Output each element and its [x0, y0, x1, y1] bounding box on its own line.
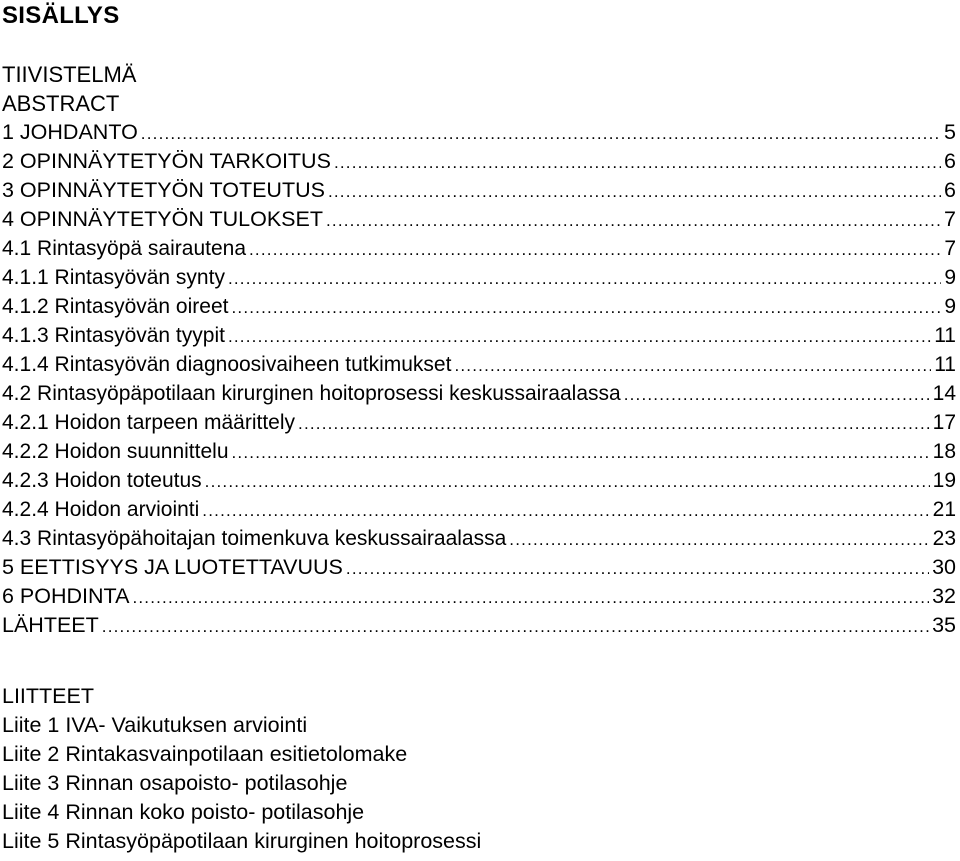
- front-matter-item-abstract-fi: TIIVISTELMÄ: [2, 62, 137, 87]
- toc-entry: [2, 205, 956, 234]
- toc-dot-leader: [346, 554, 929, 583]
- toc-entry-title: 4.3 Rintasyöpähoitajan toimenkuva keskussairaalassa: [2, 527, 507, 550]
- toc-page-number: 19: [932, 469, 956, 492]
- toc-dot-leader: [454, 351, 931, 380]
- toc-dot-leader: [298, 409, 930, 438]
- toc-dot-leader: [102, 612, 929, 641]
- toc-entry: [2, 437, 956, 466]
- toc-entry-title: 4.2.1 Hoidon tarpeen määrittely: [2, 411, 296, 434]
- toc-entry: [2, 495, 956, 524]
- toc-dot-leader: [249, 235, 941, 264]
- toc-entry: [2, 466, 956, 495]
- front-matter-item-abstract-en: ABSTRACT: [2, 91, 120, 116]
- toc-entry: [2, 292, 956, 321]
- front-matter-list: [2, 60, 136, 118]
- toc-page-number: 18: [932, 440, 956, 463]
- toc-page-number: 32: [932, 584, 956, 608]
- toc-entry: [2, 553, 956, 582]
- toc-entry: [2, 176, 956, 205]
- toc-page-number: 14: [932, 382, 956, 405]
- toc-entry-title: 2 OPINNÄYTETYÖN TARKOITUS: [2, 149, 331, 173]
- toc-entry: [2, 379, 956, 408]
- toc-entry: [2, 582, 956, 611]
- toc-entry: [2, 408, 956, 437]
- toc-dot-leader: [202, 496, 929, 525]
- toc-dot-leader: [334, 148, 941, 177]
- toc-page-number: 6: [944, 178, 956, 202]
- toc-entry: [2, 234, 956, 263]
- page-title: SISÄLLYS: [2, 2, 120, 29]
- toc-dot-leader: [509, 525, 929, 554]
- toc-page-number: 5: [944, 120, 956, 144]
- toc-entry-title: 4.2 Rintasyöpäpotilaan kirurginen hoitoprosessi keskussairaalassa: [2, 382, 621, 405]
- toc-page-number: 21: [932, 498, 956, 521]
- appendix-item: Liite 1 IVA- Vaikutuksen arviointi: [2, 713, 308, 737]
- toc-page-number: 23: [932, 527, 956, 550]
- toc-entry: [2, 147, 956, 176]
- appendix-list: [2, 682, 481, 856]
- toc-dot-leader: [326, 206, 941, 235]
- toc-entry-title: 4.1.1 Rintasyövän synty: [2, 266, 225, 289]
- toc-dot-leader: [228, 322, 931, 351]
- toc-entry-title: 6 POHDINTA: [2, 584, 130, 608]
- toc-dot-leader: [205, 467, 930, 496]
- toc-entry: [2, 321, 956, 350]
- toc-page-number: 30: [932, 555, 956, 579]
- table-of-contents: [2, 118, 956, 640]
- toc-page-number: 35: [932, 613, 956, 637]
- toc-entry-title: 4.2.4 Hoidon arviointi: [2, 498, 200, 521]
- appendix-item: Liite 5 Rintasyöpäpotilaan kirurginen hoitoprosessi: [2, 829, 482, 853]
- toc-dot-leader: [141, 119, 941, 148]
- toc-entry-title: 4.2.2 Hoidon suunnittelu: [2, 440, 229, 463]
- toc-entry-title: 4.2.3 Hoidon toteutus: [2, 469, 202, 492]
- toc-page-number: 7: [944, 237, 956, 260]
- toc-page-number: 9: [944, 295, 956, 318]
- toc-page-number: 11: [934, 324, 956, 347]
- appendix-item: Liite 4 Rinnan koko poisto- potilasohje: [2, 800, 365, 824]
- toc-entry-title: 1 JOHDANTO: [2, 120, 138, 144]
- toc-entry-title: 4.1.3 Rintasyövän tyypit: [2, 324, 225, 347]
- toc-entry-title: 3 OPINNÄYTETYÖN TOTEUTUS: [2, 178, 325, 202]
- toc-entry-title: 4 OPINNÄYTETYÖN TULOKSET: [2, 207, 323, 231]
- toc-dot-leader: [232, 438, 930, 467]
- toc-page-number: 9: [944, 266, 956, 289]
- toc-entry-title: 5 EETTISYYS JA LUOTETTAVUUS: [2, 555, 343, 579]
- toc-entry-title: 4.1.4 Rintasyövän diagnoosivaiheen tutkimukset: [2, 353, 452, 376]
- toc-entry: [2, 350, 956, 379]
- toc-entry-title: 4.1 Rintasyöpä sairautena: [2, 237, 246, 260]
- toc-dot-leader: [624, 380, 930, 409]
- toc-dot-leader: [328, 177, 941, 206]
- toc-entry-title: LÄHTEET: [2, 613, 99, 637]
- appendix-item: Liite 3 Rinnan osapoisto- potilasohje: [2, 771, 348, 795]
- toc-dot-leader: [132, 583, 929, 612]
- toc-page-number: 11: [934, 353, 956, 376]
- toc-entry-title: 4.1.2 Rintasyövän oireet: [2, 295, 229, 318]
- toc-entry: [2, 611, 956, 640]
- toc-page-number: 6: [944, 149, 956, 173]
- toc-page-number: 17: [932, 411, 956, 434]
- toc-entry: [2, 263, 956, 292]
- toc-entry: [2, 524, 956, 553]
- toc-page-number: 7: [944, 207, 956, 231]
- appendix-heading: LIITTEET: [2, 684, 94, 708]
- appendix-item: Liite 2 Rintakasvainpotilaan esitietolomake: [2, 742, 408, 766]
- toc-dot-leader: [228, 264, 941, 293]
- toc-dot-leader: [231, 293, 941, 322]
- toc-entry: [2, 118, 956, 147]
